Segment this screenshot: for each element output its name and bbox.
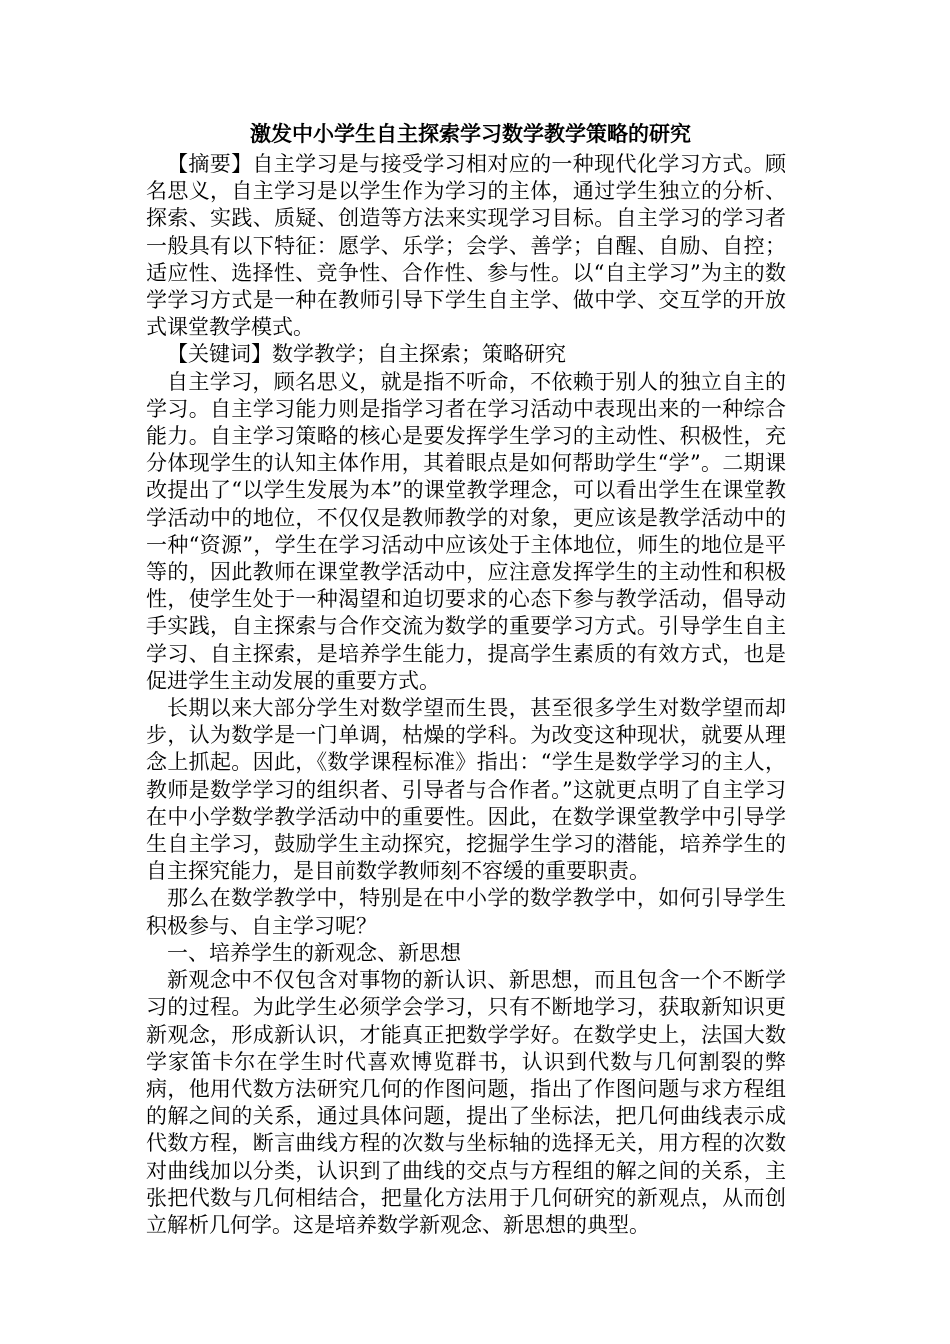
- body-paragraph-intro: 自主学习，顾名思义，就是指不听命，不依赖于别人的独立自主的学习。自主学习能力则是指学习者在学习活动中表现出来的一种综合能力。自主学习策略的核心是要发挥学生学习的主动性、积极性，充分体现学生的认知主体作用，其着眼点是如何帮助学生“学”。二期课改提出了“以学生发展为本”的课堂教学理念，可以看出学生在课堂教学活动中的地位，不仅仅是教师教学的对象，更应该是教学活动中的一种“资源”，学生在学习活动中应该处于主体地位，师生的地位是平等的，因此教师在课堂教学活动中，应注意发挥学生的主动性和积极性，使学生处于一种渴望和迫切要求的心态下参与教学活动，倡导动手实践，自主探索与合作交流为数学的重要学习方式。引导学生自主学习、自主探索，是培养学生能力，提高学生素质的有效方式，也是促进学生主动发展的重要方式。: [146, 369, 786, 693]
- section-heading-1: 一、培养学生的新观念、新思想: [167, 940, 461, 965]
- body-paragraph-background: 长期以来大部分学生对数学望而生畏，甚至很多学生对数学望而却步，认为数学是一门单调，枯燥的学科。为改变这种现状，就要从理念上抓起。因此，《数学课程标准》指出：“学生是数学学习的主人，教师是数学学习的组织者、引导者与合作者。”这就更点明了自主学习在中小学数学教学活动中的重要性。因此，在数学课堂教学中引导学生自主学习，鼓励学生主动探究，挖掘学生学习的潜能，培养学生的自主探究能力，是目前数学教师刻不容缓的重要职责。: [146, 696, 786, 884]
- document-page: [146, 118, 786, 1239]
- body-paragraph-section-1: 新观念中不仅包含对事物的新认识、新思想，而且包含一个不断学习的过程。为此学生必须学会学习，只有不断地学习，获取新知识更新观念，形成新认识，才能真正把数学学好。在数学史上，法国大数学家笛卡尔在学生时代喜欢博览群书，认识到代数与几何割裂的弊病，他用代数方法研究几何的作图问题，指出了作图问题与求方程组的解之间的关系，通过具体问题，提出了坐标法，把几何曲线表示成代数方程，断言曲线方程的次数与坐标轴的选择无关，用方程的次数对曲线加以分类，认识到了曲线的交点与方程组的解之间的关系，主张把代数与几何相结合，把量化方法用于几何研究的新观点，从而创立解析几何学。这是培养数学新观念、新思想的典型。: [146, 968, 786, 1237]
- abstract-paragraph: 【摘要】自主学习是与接受学习相对应的一种现代化学习方式。顾名思义，自主学习是以学生作为学习的主体，通过学生独立的分析、探索、实践、质疑、创造等方法来实现学习目标。自主学习的学习者一般具有以下特征：愿学、乐学；会学、善学；自醒、自励、自控；适应性、选择性、竞争性、合作性、参与性。以“自主学习”为主的数学学习方式是一种在教师引导下学生自主学、做中学、交互学的开放式课堂教学模式。: [146, 152, 786, 340]
- body-paragraph-question: 那么在数学教学中，特别是在中小学的数学教学中，如何引导学生积极参与、自主学习呢？: [146, 886, 786, 938]
- keywords-paragraph: 【关键词】数学教学；自主探索；策略研究: [167, 342, 566, 367]
- document-title: 激发中小学生自主探索学习数学教学策略的研究: [250, 122, 691, 146]
